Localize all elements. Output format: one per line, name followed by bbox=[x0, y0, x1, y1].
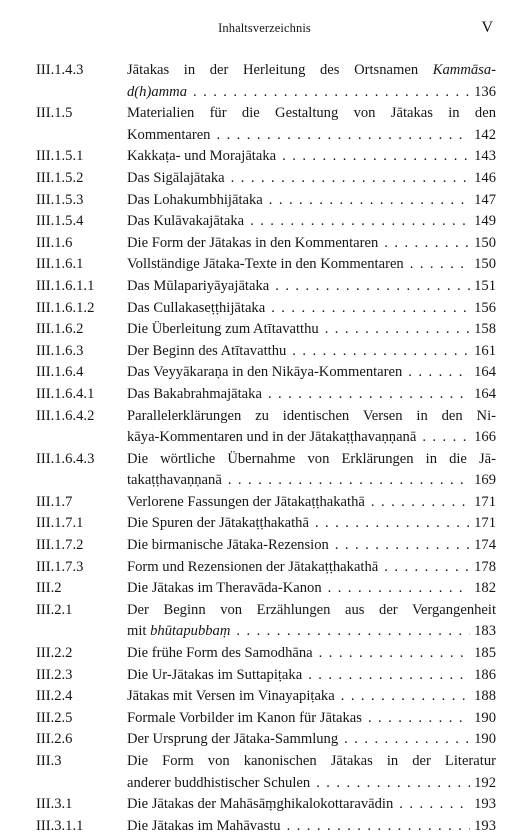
toc-entry bbox=[36, 168, 496, 190]
section-number: III.2.3 bbox=[36, 666, 73, 683]
toc-entry bbox=[36, 146, 496, 168]
toc-entry bbox=[36, 406, 496, 449]
dot-leader bbox=[384, 557, 470, 579]
page-number: 169 bbox=[474, 472, 496, 489]
page-number: 174 bbox=[474, 537, 496, 554]
page-numeral: V bbox=[481, 19, 493, 36]
toc-entry bbox=[36, 557, 496, 579]
section-title bbox=[127, 535, 496, 557]
section-title bbox=[127, 449, 496, 492]
title-text: Die Form von kanonischen Jātakas in der Literatur bbox=[127, 753, 496, 769]
page-number: 136 bbox=[474, 83, 496, 100]
page-number: 156 bbox=[474, 299, 496, 316]
section-title bbox=[127, 665, 496, 687]
title-line bbox=[127, 751, 496, 773]
title-text: Der Beginn des Atītavatthu bbox=[127, 342, 287, 359]
section-number: III.1.7 bbox=[36, 493, 73, 510]
section-title bbox=[127, 751, 496, 794]
section-number: III.2.6 bbox=[36, 731, 73, 748]
toc-entry bbox=[36, 686, 496, 708]
toc-entry bbox=[36, 319, 496, 341]
toc-entry bbox=[36, 60, 496, 103]
title-text-italic: bhūtapubbaṃ bbox=[150, 623, 231, 640]
title-line bbox=[127, 578, 496, 600]
title-text: Das Kulāvakajātaka bbox=[127, 213, 245, 230]
title-text: Die Jātakas im Mahāvastu bbox=[127, 817, 281, 834]
title-text: mit bbox=[127, 623, 151, 640]
toc-entry bbox=[36, 384, 496, 406]
title-line bbox=[127, 190, 496, 212]
section-number: III.1.6 bbox=[36, 234, 73, 251]
toc-entry bbox=[36, 708, 496, 730]
title-line bbox=[127, 794, 496, 816]
section-title bbox=[127, 276, 496, 298]
toc-entry bbox=[36, 211, 496, 233]
title-line bbox=[127, 427, 496, 449]
table-of-contents bbox=[36, 60, 496, 837]
section-title bbox=[127, 492, 496, 514]
section-number: III.2.1 bbox=[36, 601, 73, 618]
title-text: Form und Rezensionen der Jātakaṭṭhakathā bbox=[127, 558, 379, 575]
toc-entry bbox=[36, 600, 496, 643]
dot-leader bbox=[408, 362, 470, 384]
page-number: 146 bbox=[474, 169, 496, 186]
section-number: III.1.5 bbox=[36, 105, 73, 122]
title-text: Materialien für die Gestaltung von Jātakas in den bbox=[127, 105, 496, 122]
dot-leader bbox=[371, 492, 470, 514]
title-text: Die wörtliche Übernahme von Erklärungen in die Jā- bbox=[127, 450, 496, 467]
title-line bbox=[127, 600, 496, 622]
dot-leader bbox=[384, 233, 470, 255]
toc-entry bbox=[36, 298, 496, 320]
title-text: Die Form der Jātakas in den Kommentaren bbox=[127, 234, 379, 251]
section-number: III.1.5.4 bbox=[36, 213, 84, 230]
toc-entry bbox=[36, 794, 496, 816]
page-number: 193 bbox=[474, 796, 496, 813]
section-number: III.1.7.1 bbox=[36, 515, 84, 532]
running-head-title: Inhaltsverzeichnis bbox=[218, 21, 311, 35]
title-text: Kakkaṭa- und Morajātaka bbox=[127, 148, 277, 165]
dot-leader bbox=[228, 470, 470, 492]
title-text: Vollständige Jātaka-Texte in den Kommentaren bbox=[127, 256, 404, 273]
title-line bbox=[127, 665, 496, 687]
dot-leader bbox=[325, 319, 470, 341]
title-line bbox=[127, 82, 496, 104]
toc-entry bbox=[36, 643, 496, 665]
title-text: Das Lohakumbhijātaka bbox=[127, 191, 263, 208]
title-text: Das Cullakaseṭṭhijātaka bbox=[127, 299, 266, 316]
section-title bbox=[127, 233, 496, 255]
section-title bbox=[127, 319, 496, 341]
section-title bbox=[127, 686, 496, 708]
title-line bbox=[127, 125, 496, 147]
toc-entry bbox=[36, 816, 496, 837]
page-number: 150 bbox=[474, 234, 496, 251]
running-head bbox=[0, 21, 529, 41]
title-line bbox=[127, 708, 496, 730]
page-number: 166 bbox=[474, 429, 496, 446]
page-number: 164 bbox=[474, 364, 496, 381]
title-line bbox=[127, 211, 496, 233]
section-title bbox=[127, 341, 496, 363]
title-text: Der Beginn von Erzählungen aus der Vergangenheit bbox=[127, 601, 496, 618]
title-text-italic: d(h)amma bbox=[127, 83, 187, 100]
title-text: Die Jātakas der Mahāsāṃghikalokottaravādin bbox=[127, 796, 394, 813]
page-number: 185 bbox=[474, 645, 496, 662]
dot-leader bbox=[216, 125, 470, 147]
section-number: III.1.6.4.1 bbox=[36, 385, 95, 402]
section-title bbox=[127, 600, 496, 643]
section-number: III.1.6.3 bbox=[36, 342, 84, 359]
section-number: III.3.1 bbox=[36, 796, 73, 813]
title-line bbox=[127, 233, 496, 255]
section-number: III.1.5.2 bbox=[36, 169, 84, 186]
toc-entry bbox=[36, 665, 496, 687]
title-line bbox=[127, 816, 496, 837]
toc-entry bbox=[36, 362, 496, 384]
section-title bbox=[127, 794, 496, 816]
title-text: Die Ur-Jātakas im Suttapiṭaka bbox=[127, 666, 303, 683]
dot-leader bbox=[287, 816, 470, 837]
title-text: Jātakas in der Herleitung des Ortsnamen bbox=[127, 62, 433, 78]
section-number: III.1.7.3 bbox=[36, 558, 84, 575]
title-line bbox=[127, 60, 496, 82]
dot-leader bbox=[335, 535, 470, 557]
title-text: Das Mūlapariyāyajātaka bbox=[127, 277, 270, 294]
dot-leader bbox=[231, 168, 470, 190]
title-text: Die Überleitung zum Atītavatthu bbox=[127, 321, 319, 338]
dot-leader bbox=[268, 384, 470, 406]
dot-leader bbox=[308, 665, 470, 687]
title-text: Die birmanische Jātaka-Rezension bbox=[127, 537, 329, 554]
section-title bbox=[127, 729, 496, 751]
dot-leader bbox=[315, 513, 470, 535]
section-number: III.1.5.1 bbox=[36, 148, 84, 165]
section-title bbox=[127, 362, 496, 384]
page-number: 178 bbox=[474, 558, 496, 575]
section-number: III.1.6.2 bbox=[36, 321, 84, 338]
page-number: 142 bbox=[474, 126, 496, 143]
section-number: III.1.6.4 bbox=[36, 364, 84, 381]
title-line bbox=[127, 103, 496, 125]
page-number: 149 bbox=[474, 213, 496, 230]
section-number: III.1.6.4.2 bbox=[36, 407, 95, 424]
section-number: III.1.6.1 bbox=[36, 256, 84, 273]
page-number: 192 bbox=[474, 774, 496, 791]
page-number: 182 bbox=[474, 580, 496, 597]
dot-leader bbox=[282, 146, 470, 168]
dot-leader bbox=[250, 211, 470, 233]
title-text: takaṭṭhavaṇṇanā bbox=[127, 472, 222, 489]
toc-entry bbox=[36, 492, 496, 514]
section-title bbox=[127, 578, 496, 600]
title-text: Kommentaren bbox=[127, 126, 211, 143]
title-text: Die frühe Form des Samodhāna bbox=[127, 645, 313, 662]
title-text-italic: Kammāsa- bbox=[432, 62, 496, 78]
page-number: 158 bbox=[474, 321, 496, 338]
title-text: Das Veyyākaraṇa in den Nikāya-Kommentaren bbox=[127, 364, 403, 381]
page-number: 151 bbox=[474, 277, 496, 294]
toc-entry bbox=[36, 254, 496, 276]
title-text: anderer buddhistischer Schulen bbox=[127, 774, 311, 791]
title-text: Verlorene Fassungen der Jātakaṭṭhakathā bbox=[127, 493, 365, 510]
title-line bbox=[127, 384, 496, 406]
dot-leader bbox=[399, 794, 470, 816]
title-text: Der Ursprung der Jātaka-Sammlung bbox=[127, 731, 339, 748]
toc-entry bbox=[36, 103, 496, 146]
section-title bbox=[127, 254, 496, 276]
title-line bbox=[127, 470, 496, 492]
section-title bbox=[127, 643, 496, 665]
title-text: kāya-Kommentaren und in der Jātakaṭṭhavaṇṇanā bbox=[127, 429, 417, 446]
section-number: III.2.5 bbox=[36, 709, 73, 726]
section-title bbox=[127, 513, 496, 535]
title-line bbox=[127, 773, 496, 795]
dot-leader bbox=[271, 298, 470, 320]
section-number: III.1.7.2 bbox=[36, 537, 84, 554]
section-number: III.2.2 bbox=[36, 645, 73, 662]
title-text: Die Jātakas im Theravāda-Kanon bbox=[127, 580, 322, 597]
section-number: III.3.1.1 bbox=[36, 817, 84, 834]
section-title bbox=[127, 146, 496, 168]
page-number: 150 bbox=[474, 256, 496, 273]
title-line bbox=[127, 254, 496, 276]
dot-leader bbox=[368, 708, 470, 730]
section-title bbox=[127, 384, 496, 406]
section-title bbox=[127, 406, 496, 449]
page-number: 143 bbox=[474, 148, 496, 165]
title-text: Formale Vorbilder im Kanon für Jātakas bbox=[127, 709, 362, 726]
section-number: III.1.6.4.3 bbox=[36, 450, 95, 467]
section-number: III.1.5.3 bbox=[36, 191, 84, 208]
toc-entry bbox=[36, 276, 496, 298]
page-number: 188 bbox=[474, 688, 496, 705]
section-title bbox=[127, 816, 496, 837]
toc-entry bbox=[36, 190, 496, 212]
page-number: 193 bbox=[474, 817, 496, 834]
title-line bbox=[127, 513, 496, 535]
dot-leader bbox=[269, 190, 470, 212]
dot-leader bbox=[410, 254, 470, 276]
section-number: III.2 bbox=[36, 580, 62, 597]
title-line bbox=[127, 686, 496, 708]
section-title bbox=[127, 557, 496, 579]
dot-leader bbox=[341, 686, 470, 708]
title-line bbox=[127, 146, 496, 168]
page-number: 171 bbox=[474, 493, 496, 510]
dot-leader bbox=[292, 341, 470, 363]
section-number: III.3 bbox=[36, 753, 62, 769]
title-text: Die Spuren der Jātakaṭṭhakathā bbox=[127, 515, 309, 532]
section-title bbox=[127, 708, 496, 730]
title-line bbox=[127, 535, 496, 557]
section-number: III.1.6.1.2 bbox=[36, 299, 95, 316]
title-line bbox=[127, 298, 496, 320]
section-title bbox=[127, 211, 496, 233]
page-number: 171 bbox=[474, 515, 496, 532]
title-text: Das Sigālajātaka bbox=[127, 169, 225, 186]
section-number: III.1.6.1.1 bbox=[36, 277, 95, 294]
toc-entry bbox=[36, 513, 496, 535]
toc-entry bbox=[36, 535, 496, 557]
section-title bbox=[127, 168, 496, 190]
section-title bbox=[127, 190, 496, 212]
toc-entry bbox=[36, 233, 496, 255]
title-line bbox=[127, 492, 496, 514]
title-line bbox=[127, 621, 496, 643]
page-number: 164 bbox=[474, 385, 496, 402]
dot-leader bbox=[316, 773, 470, 795]
dot-leader bbox=[236, 621, 470, 643]
page-number: 190 bbox=[474, 709, 496, 726]
toc-entry bbox=[36, 578, 496, 600]
title-line bbox=[127, 557, 496, 579]
page-number: 186 bbox=[474, 666, 496, 683]
page-number: 190 bbox=[474, 731, 496, 748]
section-title bbox=[127, 298, 496, 320]
title-line bbox=[127, 643, 496, 665]
page-number: 161 bbox=[474, 342, 496, 359]
title-text: Jātakas mit Versen im Vinayapiṭaka bbox=[127, 688, 335, 705]
title-line bbox=[127, 449, 496, 471]
section-title bbox=[127, 103, 496, 146]
title-line bbox=[127, 406, 496, 428]
title-line bbox=[127, 729, 496, 751]
title-text: Parallelerklärungen zu identischen Versen in den Ni- bbox=[127, 407, 496, 424]
toc-entry bbox=[36, 751, 496, 794]
title-line bbox=[127, 362, 496, 384]
dot-leader bbox=[328, 578, 470, 600]
section-number: III.1.4.3 bbox=[36, 62, 84, 78]
page-number: 147 bbox=[474, 191, 496, 208]
title-line bbox=[127, 341, 496, 363]
dot-leader bbox=[319, 643, 470, 665]
title-line bbox=[127, 276, 496, 298]
toc-entry bbox=[36, 341, 496, 363]
section-number: III.2.4 bbox=[36, 688, 73, 705]
title-text: Das Bakabrahmajātaka bbox=[127, 385, 262, 402]
title-line bbox=[127, 168, 496, 190]
dot-leader bbox=[422, 427, 470, 449]
section-title bbox=[127, 60, 496, 103]
toc-entry bbox=[36, 729, 496, 751]
dot-leader bbox=[344, 729, 470, 751]
dot-leader bbox=[193, 82, 470, 104]
page-number: 183 bbox=[474, 623, 496, 640]
dot-leader bbox=[275, 276, 470, 298]
title-line bbox=[127, 319, 496, 341]
toc-entry bbox=[36, 449, 496, 492]
